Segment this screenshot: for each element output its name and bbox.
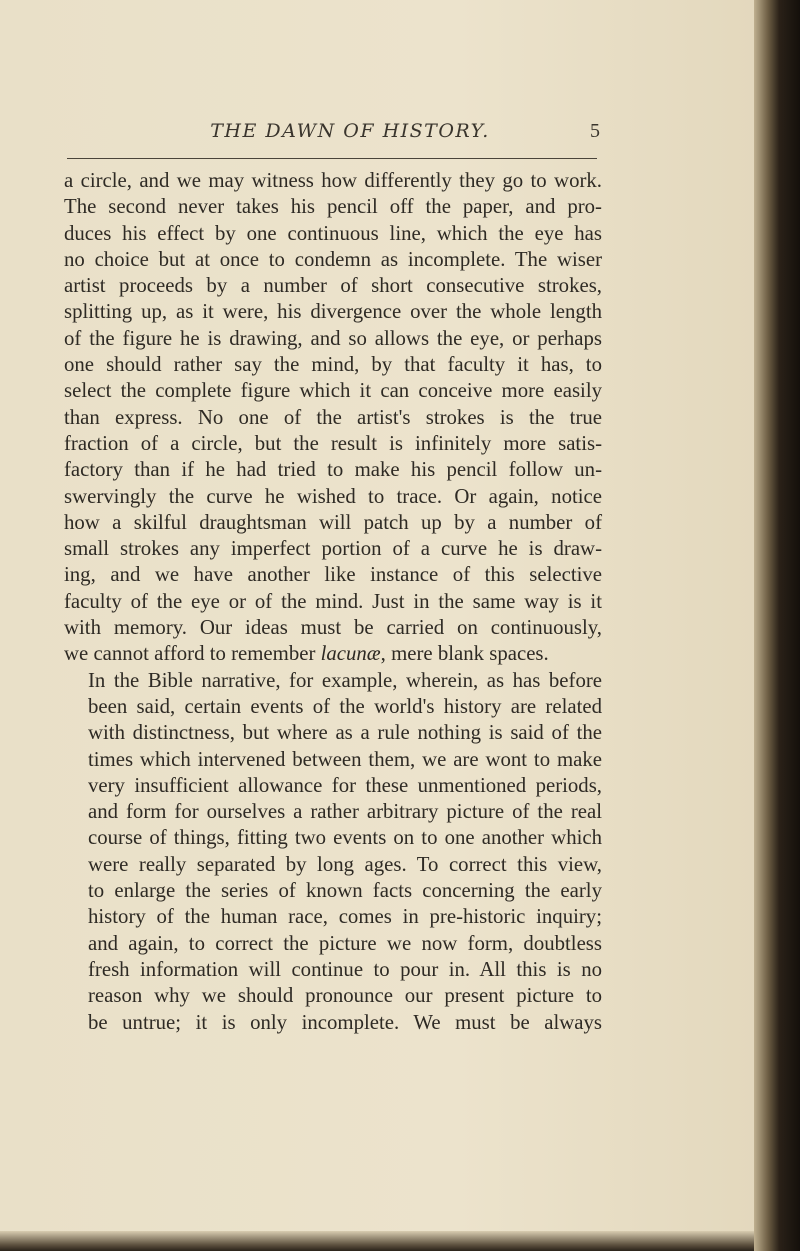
page-header [150,120,600,150]
body-text [64,168,602,1036]
text-line: swervingly the curve he wished to trace. Or again, notice [64,484,602,508]
text-line: ing, and we have another like instance of this selective [64,563,602,587]
text-run: , mere blank spaces. [380,642,549,666]
text-line: reason why we should pronounce our present picture to [88,984,602,1008]
text-line: with memory. Our ideas must be carried on continuously, [64,616,602,640]
text-line: course of things, fitting two events on to one another which [88,826,602,850]
text-line: a circle, and we may witness how differently they go to work. [64,169,602,192]
text-line: and form for ourselves a rather arbitrary picture of the real [88,800,602,824]
text-line: no choice but at once to condemn as incomplete. The wiser [64,247,602,271]
text-line [64,641,602,667]
text-line: and again, to correct the picture we now form, doubtless [88,931,602,955]
running-title: THE DAWN OF HISTORY. [210,120,490,142]
text-line: times which intervened between them, we are wont to make [88,747,602,771]
text-line: In the Bible narrative, for example, wherein, as has before [88,668,602,692]
paragraph-1 [64,168,602,668]
text-line: to enlarge the series of known facts concerning the early [88,879,602,903]
text-line: were really separated by long ages. To correct this view, [88,852,602,876]
text-line: factory than if he had tried to make his pencil follow un- [64,458,602,482]
text-line: been said, certain events of the world's history are related [88,694,602,718]
page-bottom-edge [0,1231,760,1251]
page-number: 5 [590,120,600,142]
text-line: faculty of the eye or of the mind. Just in the same way is it [64,589,602,613]
text-run: we cannot afford to remember [64,642,321,666]
text-line: duces his effect by one continuous line, which the eye has [64,221,602,245]
text-line: very insufficient allowance for these unmentioned periods, [88,773,602,797]
text-line: one should rather say the mind, by that faculty it has, to [64,353,602,377]
text-line: The second never takes his pencil off the paper, and pro- [64,195,602,219]
text-line: with distinctness, but where as a rule nothing is said of the [88,721,602,745]
text-line: fresh information will continue to pour in. All this is no [88,957,602,981]
header-rule [67,158,597,159]
text-line: than express. No one of the artist's strokes is the true [64,405,602,429]
text-line: of the figure he is drawing, and so allows the eye, or perhaps [64,326,602,350]
text-line: fraction of a circle, but the result is infinitely more satis- [64,431,602,455]
text-line: small strokes any imperfect portion of a curve he is draw- [64,537,602,561]
text-line: splitting up, as it were, his divergence over the whole length [64,300,602,324]
text-line: history of the human race, comes in pre-historic inquiry; [88,905,602,929]
paragraph-2 [64,668,602,1036]
text-line: artist proceeds by a number of short consecutive strokes, [64,274,602,298]
book-binding [754,0,800,1251]
italic-term: lacunæ [320,642,381,666]
text-line: how a skilful draughtsman will patch up by a number of [64,510,602,534]
text-line: select the complete figure which it can conceive more easily [64,379,602,403]
text-line: be untrue; it is only incomplete. We must be always [88,1010,602,1034]
